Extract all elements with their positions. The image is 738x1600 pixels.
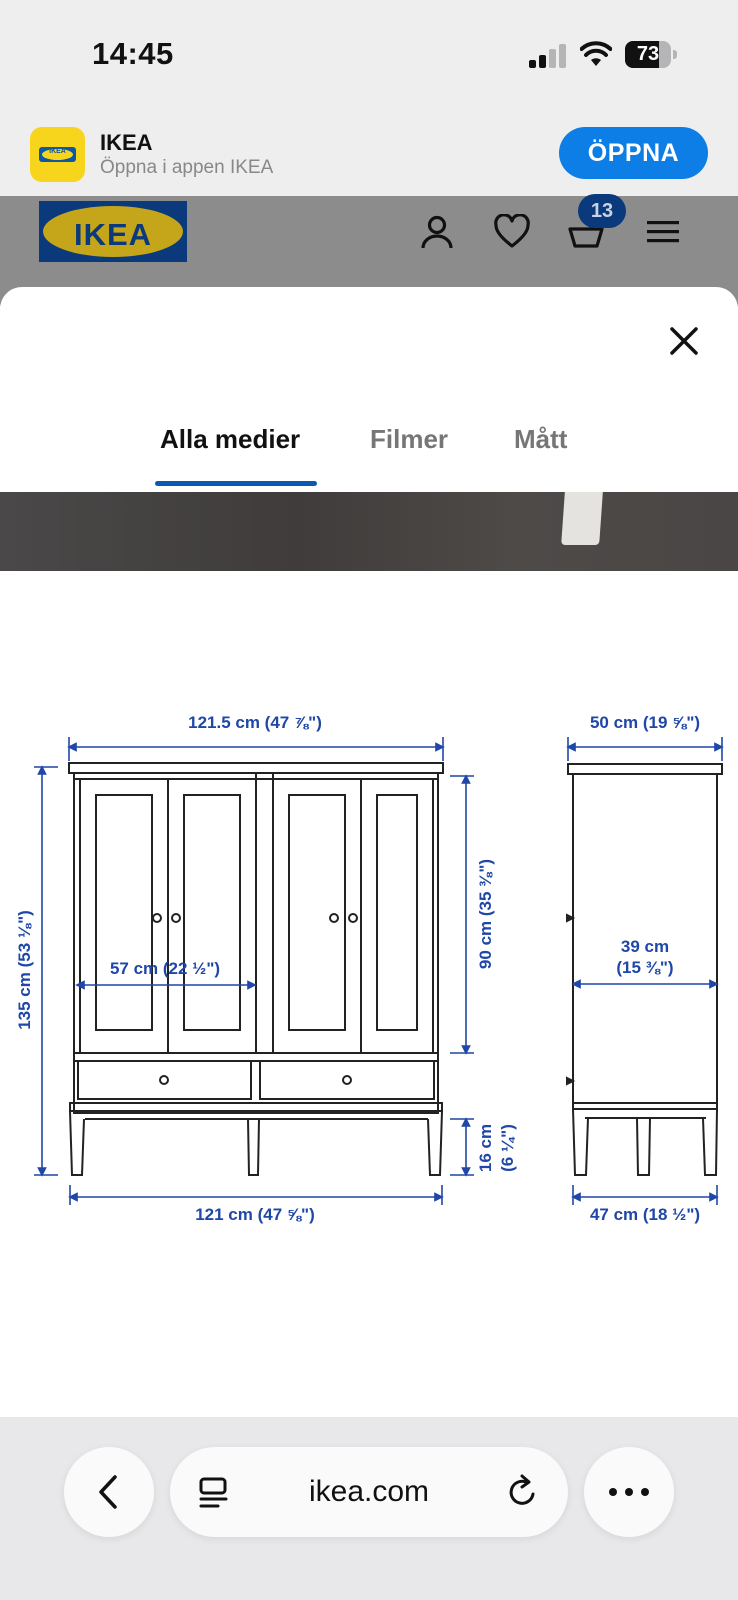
dim-inner-depth-cm: 39 cm (620, 937, 670, 956)
dim-total-height: 135 cm (53 ⅛") (15, 910, 34, 1030)
browser-toolbar (0, 1417, 738, 1600)
address-bar[interactable] (170, 1447, 568, 1537)
heart-icon[interactable] (494, 214, 530, 250)
dim-side-top-depth: 50 cm (19 ⅝") (589, 713, 701, 732)
url-text: ikea.com (308, 1475, 430, 1508)
dim-leg-height-cm: 16 cm (476, 1123, 495, 1173)
media-modal (0, 287, 738, 1417)
dim-side-base-depth: 47 cm (18 ½") (589, 1205, 701, 1224)
status-bar (0, 0, 738, 110)
close-icon[interactable] (664, 321, 704, 361)
app-subtitle: Öppna i appen IKEA (100, 157, 274, 178)
dim-door-height: 90 cm (35 ⅜") (476, 858, 495, 970)
dim-top-width: 121.5 cm (47 ⅞") (188, 713, 322, 732)
wifi-icon (580, 40, 612, 68)
status-time: 14:45 (92, 36, 174, 71)
dim-door-width: 57 cm (22 ½") (109, 959, 221, 978)
dim-base-width: 121 cm (47 ⅝") (195, 1205, 315, 1224)
dimension-diagram (0, 707, 738, 1237)
menu-icon[interactable] (645, 214, 681, 250)
smart-app-banner (0, 110, 738, 196)
ikea-logo[interactable] (39, 201, 187, 262)
product-photo-strip[interactable] (0, 492, 738, 571)
battery-icon (625, 41, 677, 68)
chevron-left-icon (93, 1474, 125, 1510)
more-button[interactable] (584, 1447, 674, 1537)
open-app-button[interactable]: ÖPPNA (559, 127, 708, 179)
dim-inner-depth-in: (15 ⅜") (616, 958, 674, 977)
tab-all-media[interactable]: Alla medier (160, 424, 301, 454)
tab-dimensions[interactable]: Mått (514, 424, 568, 454)
cellular-signal-icon (529, 44, 567, 68)
battery-percentage: 73 (636, 43, 660, 65)
app-name: IKEA (100, 130, 153, 155)
tab-videos[interactable]: Filmer (370, 424, 449, 454)
dim-leg-height-in: (6 ¼") (498, 1124, 517, 1172)
logo-text: IKEA (73, 217, 153, 252)
person-icon[interactable] (419, 214, 455, 250)
cart-count-badge: 13 (578, 194, 626, 228)
ikea-app-icon (30, 127, 85, 182)
active-tab-indicator (155, 481, 317, 486)
back-button[interactable] (64, 1447, 154, 1537)
more-icon (608, 1487, 650, 1497)
app-icon-label: IKEA (49, 148, 66, 155)
reload-icon[interactable] (504, 1474, 540, 1510)
